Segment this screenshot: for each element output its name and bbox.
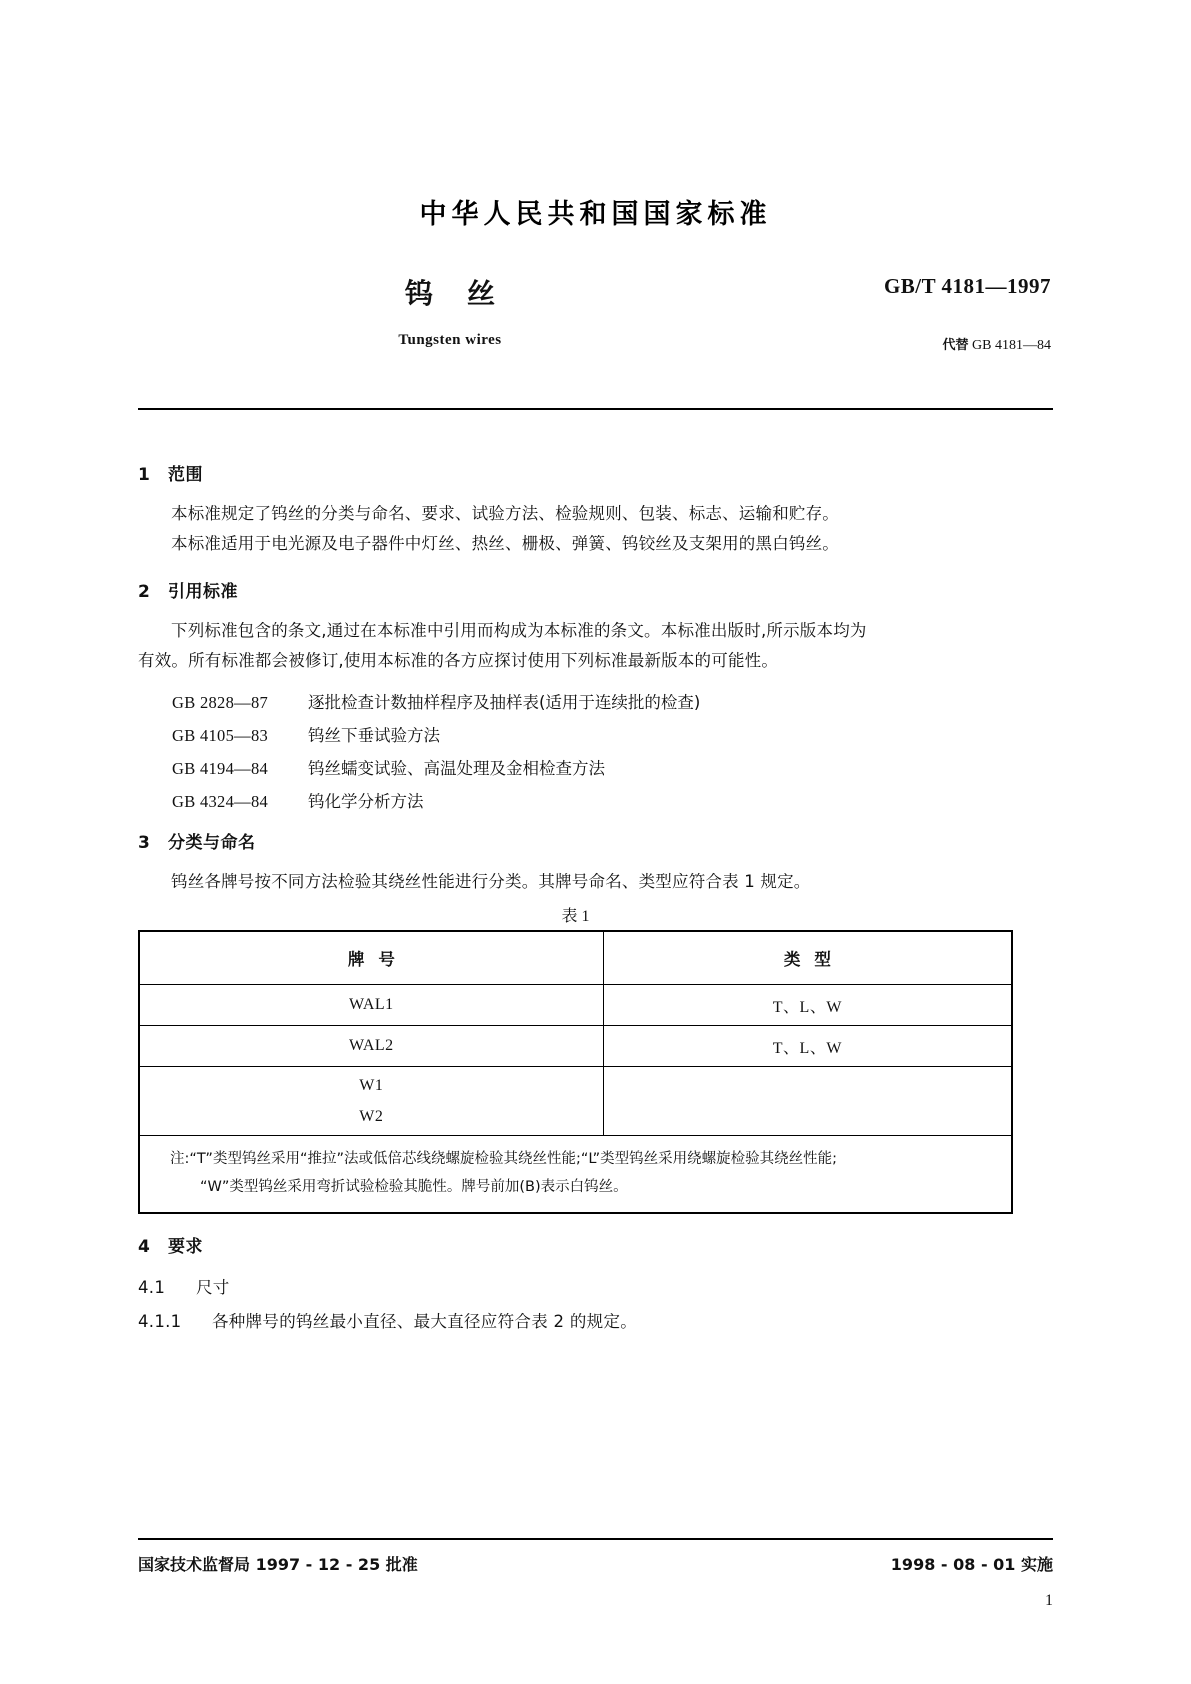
table-note-line-2: “W”类型钨丝采用弯折试验检验其脆性。牌号前加(B)表示白钨丝。 [200, 1179, 628, 1195]
table-cell-type-empty [603, 1067, 1012, 1136]
section-1-number: 1 [138, 465, 151, 485]
section-3-paragraph-1: 钨丝各牌号按不同方法检验其绕丝性能进行分类。其牌号命名、类型应符合表 1 规定。 [171, 872, 811, 891]
table-cell-grade: WAL1 [139, 985, 603, 1026]
section-1-paragraph-1: 本标准规定了钨丝的分类与命名、要求、试验方法、检验规则、包装、标志、运输和贮存。 [171, 504, 839, 523]
table-1-caption: 表 1 [561, 908, 590, 925]
section-1-title: 范围 [168, 465, 203, 485]
table-row [139, 1067, 1012, 1136]
document-body [138, 460, 1013, 1339]
section-1-paragraph-2: 本标准适用于电光源及电子器件中灯丝、热丝、栅极、弹簧、钨铰丝及支架用的黑白钨丝。 [171, 534, 839, 553]
reference-item [172, 752, 1013, 785]
section-4-heading [138, 1232, 1013, 1257]
table-row [139, 1026, 1012, 1067]
reference-title: 钨丝蠕变试验、高温处理及金相检查方法 [308, 759, 605, 778]
section-1-heading [138, 460, 1013, 485]
section-4-1-heading [138, 1271, 1013, 1305]
reference-title: 钨化学分析方法 [308, 792, 424, 811]
page-number: 1 [1045, 1592, 1053, 1609]
table-row [139, 985, 1012, 1026]
section-2-paragraph-2: 有效。所有标准都会被修订,使用本标准的各方应探讨使用下列标准最新版本的可能性。 [138, 651, 779, 670]
section-2-paragraph-1: 下列标准包含的条文,通过在本标准中引用而构成为本标准的条文。本标准出版时,所示版本均为 [171, 621, 867, 640]
standard-number: GB/T 4181—1997 [883, 274, 1051, 298]
table-header-type: 类型 [603, 931, 1012, 985]
reference-item [172, 686, 1013, 719]
table-cell-type: T、L、W [603, 985, 1012, 1026]
section-2-number: 2 [138, 582, 151, 602]
replaces-standard [943, 334, 1051, 354]
reference-title: 钨丝下垂试验方法 [308, 726, 440, 745]
footer-divider-rule [138, 1538, 1053, 1540]
section-2-heading [138, 577, 1013, 602]
table-note-line-1: 注:“T”类型钨丝采用“推拉”法或低倍芯线绕螺旋检验其绕丝性能;“L”类型钨丝采用绕螺旋检验其绕丝性能; [170, 1151, 838, 1167]
document-title-cn: 钨丝 [404, 277, 529, 310]
table-1-grade-type [138, 930, 1013, 1214]
table-cell-grade-line-1: W1 [359, 1077, 384, 1094]
national-standard-title: 中华人民共和国国家标准 [419, 199, 772, 230]
header-divider-rule [138, 408, 1053, 410]
table-header-row [139, 931, 1012, 985]
section-3-title: 分类与命名 [168, 833, 256, 853]
title-block [140, 268, 1051, 378]
section-3-heading [138, 828, 1013, 853]
table-cell-grade-pair [139, 1067, 603, 1136]
section-4-1-number: 4.1 [138, 1278, 166, 1297]
reference-code: GB 2828—87 [172, 693, 269, 712]
page-footer [138, 1552, 1053, 1582]
section-4-1-1-number: 4.1.1 [138, 1312, 182, 1331]
table-cell-grade: WAL2 [139, 1026, 603, 1067]
table-cell-type: T、L、W [603, 1026, 1012, 1067]
masthead [0, 192, 1191, 231]
section-4-number: 4 [138, 1237, 151, 1257]
section-2-title: 引用标准 [168, 582, 238, 602]
table-note-row [139, 1136, 1012, 1214]
reference-item [172, 719, 1013, 752]
table-1-note [139, 1136, 1012, 1214]
section-3-number: 3 [138, 833, 151, 853]
table-cell-grade-line-2: W2 [359, 1108, 384, 1125]
table-header-grade: 牌号 [139, 931, 603, 985]
reference-code: GB 4105—83 [172, 726, 269, 745]
approval-statement: 国家技术监督局 1997 - 12 - 25 批准 [138, 1555, 418, 1574]
implementation-statement: 1998 - 08 - 01 实施 [890, 1555, 1053, 1574]
section-4-1-1-clause [138, 1305, 1013, 1339]
section-4-title: 要求 [168, 1237, 203, 1257]
replaces-code: GB 4181—84 [972, 338, 1051, 353]
document-title-en: Tungsten wires [398, 332, 502, 348]
reference-item [172, 785, 1013, 818]
reference-code: GB 4324—84 [172, 792, 269, 811]
section-4-1-title: 尺寸 [196, 1278, 230, 1297]
reference-code: GB 4194—84 [172, 759, 269, 778]
reference-title: 逐批检查计数抽样程序及抽样表(适用于连续批的检查) [308, 693, 701, 712]
section-4-1-1-text: 各种牌号的钨丝最小直径、最大直径应符合表 2 的规定。 [212, 1312, 638, 1331]
replaces-label: 代替 [942, 338, 969, 353]
